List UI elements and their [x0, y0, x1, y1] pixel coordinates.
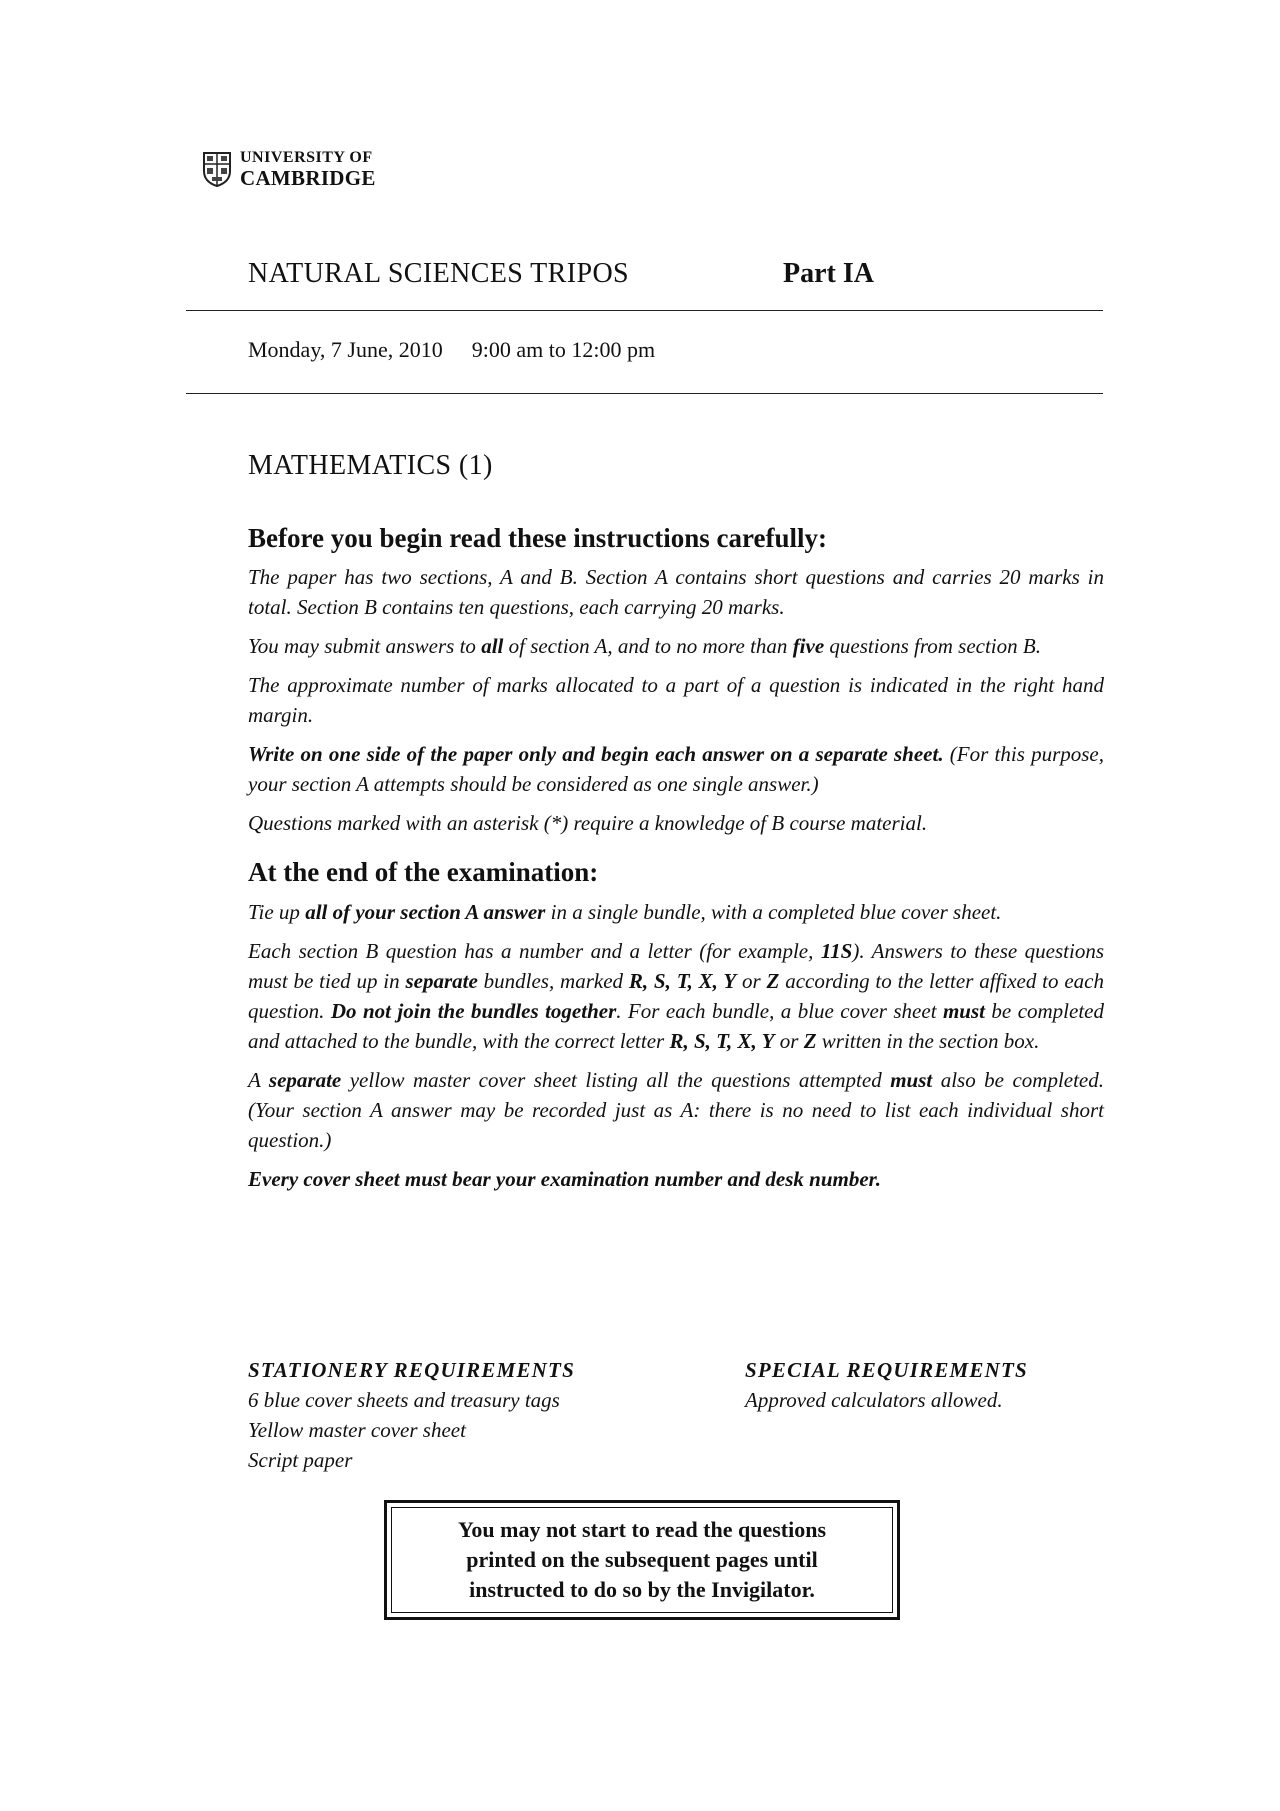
logo-line-cambridge: CAMBRIDGE — [240, 165, 376, 190]
end-cover-sheet: Every cover sheet must bear your examination number and desk number. — [248, 1166, 881, 1191]
stationery-item: Script paper — [248, 1448, 353, 1472]
invigilator-notice-box — [384, 1500, 900, 1620]
notice-line: printed on the subsequent pages until — [466, 1547, 818, 1572]
end-heading: At the end of the examination: — [248, 857, 599, 888]
end-tie-up: Tie up all of your section A answer in a single bundle, with a completed blue cover sheet. — [248, 899, 1002, 924]
instruction-marks: The approximate number of marks allocated to a part of a question is indicated in the right hand margin. — [248, 673, 1104, 728]
stationery-heading: STATIONERY REQUIREMENTS — [248, 1358, 575, 1382]
exam-subject: MATHEMATICS (1) — [248, 450, 493, 481]
end-yellow-sheet: A separate yellow master cover sheet listing all the questions attempted must also be completed. (Your section A answer may be recorded just as A: there is no need to list each individual short question.) — [248, 1067, 1104, 1152]
instruction-sections: The paper has two sections, A and B. Section A contains short questions and carries 20 marks in total. Section B contains ten questions, each carrying 20 marks. — [248, 565, 1104, 620]
special-heading: SPECIAL REQUIREMENTS — [745, 1358, 1028, 1382]
exam-part: Part IA — [783, 258, 874, 289]
instruction-write: Write on one side of the paper only and begin each answer on a separate sheet. (For this purpose, your section A attempts should be considered as one single answer.) — [248, 742, 1105, 797]
logo-line-university-of: UNIVERSITY OF — [240, 149, 373, 166]
instruction-asterisk: Questions marked with an asterisk (*) require a knowledge of B course material. — [248, 811, 928, 836]
stationery-item: Yellow master cover sheet — [248, 1418, 466, 1442]
exam-title: NATURAL SCIENCES TRIPOS — [248, 258, 630, 289]
exam-date: Monday, 7 June, 2010 — [248, 337, 443, 362]
notice-line: You may not start to read the questions — [457, 1517, 827, 1542]
cambridge-crest-icon — [202, 151, 232, 187]
instructions-section — [248, 522, 1104, 1203]
instruction-answers: You may submit answers to all of section A, and to no more than five questions from section B. — [248, 634, 1041, 659]
university-logo — [202, 150, 376, 189]
special-requirements — [745, 1355, 1028, 1415]
end-bundles: Each section B question has a number and a letter (for example, 11S). Answers to these questions must be tied up in separate bundles, marked R, S, T, X, Y or Z according to the letter affixed to each question. Do not join the bundles together. For each bundle, a blue cover sheet must be completed and attached to the bundle, with the correct letter R, S, T, X, Y or Z written in the section box. — [248, 938, 1104, 1053]
bottom-rule — [186, 393, 1103, 394]
exam-time: 9:00 am to 12:00 pm — [471, 337, 656, 362]
top-rule — [186, 310, 1103, 311]
notice-line: instructed to do so by the Invigilator. — [469, 1577, 815, 1602]
instructions-heading: Before you begin read these instructions carefully: — [248, 523, 827, 553]
exam-date-time — [248, 337, 655, 363]
stationery-requirements — [248, 1355, 575, 1475]
special-item: Approved calculators allowed. — [745, 1388, 1003, 1412]
stationery-item: 6 blue cover sheets and treasury tags — [248, 1388, 560, 1412]
